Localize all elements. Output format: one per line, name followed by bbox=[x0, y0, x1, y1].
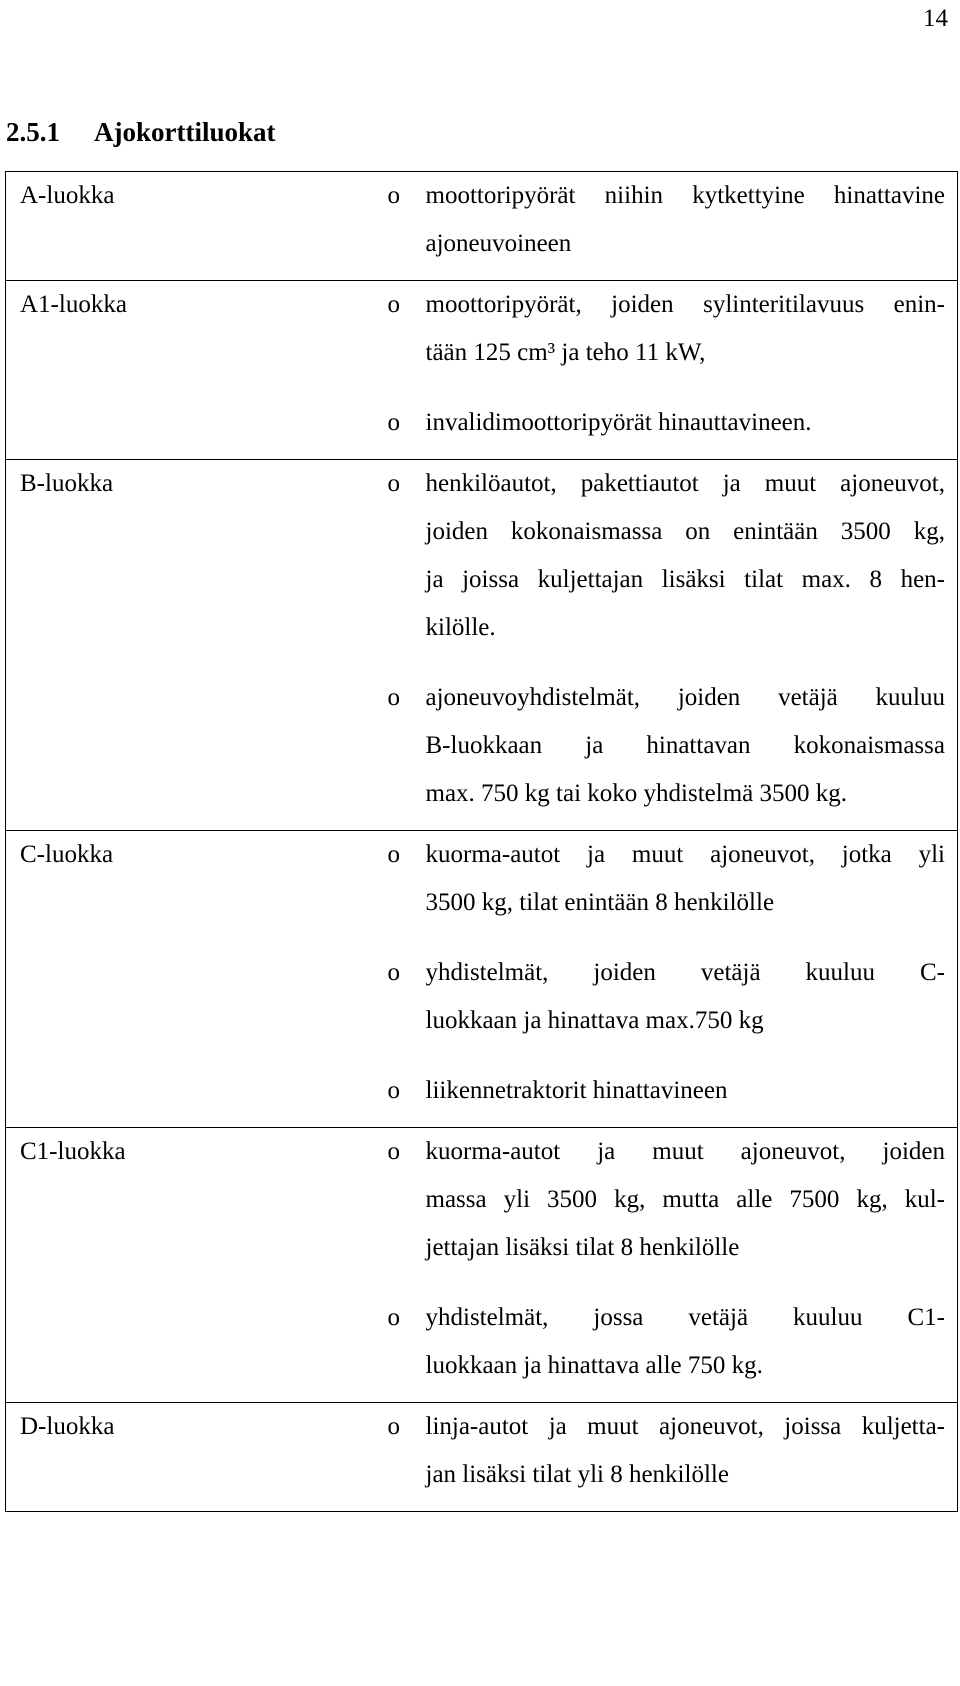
vehicle-list-item bbox=[376, 674, 946, 818]
licence-class-cell bbox=[6, 281, 376, 460]
licence-class-row bbox=[6, 831, 958, 1128]
vehicle-description-line: invalidimoottoripyörät hinauttavineen. bbox=[425, 409, 812, 436]
vehicle-description-line: luokkaan ja hinattava alle 750 kg. bbox=[425, 1352, 763, 1379]
vehicle-list bbox=[376, 460, 958, 818]
vehicle-list bbox=[376, 172, 958, 268]
vehicle-description-line: yhdistelmät, joiden vetäjä kuuluu C- bbox=[425, 959, 945, 986]
vehicle-list bbox=[376, 281, 958, 447]
vehicle-description-line: ja joissa kuljettajan lisäksi tilat max. 8 hen- bbox=[425, 566, 945, 593]
licence-class-cell bbox=[6, 460, 376, 831]
vehicle-description-line: ajoneuvoyhdistelmät, joiden vetäjä kuuluu bbox=[425, 684, 945, 711]
vehicle-description-line: max. 750 kg tai koko yhdistelmä 3500 kg. bbox=[425, 780, 847, 807]
licence-class-cell bbox=[6, 831, 376, 1128]
vehicle-description-line: joiden kokonaismassa on enintään 3500 kg, bbox=[425, 518, 945, 545]
vehicle-list-item bbox=[376, 949, 946, 1045]
bullet-marker: o bbox=[387, 1304, 400, 1331]
vehicle-description-line: kuorma-autot ja muut ajoneuvot, joiden bbox=[425, 1138, 945, 1165]
section-heading bbox=[6, 115, 276, 149]
vehicle-description-line: jan lisäksi tilat yli 8 henkilölle bbox=[425, 1461, 729, 1488]
licence-class-row bbox=[6, 281, 958, 460]
vehicle-list bbox=[376, 831, 958, 1115]
vehicle-description-line: moottoripyörät, joiden sylinteritilavuus enin- bbox=[425, 291, 945, 318]
licence-class-cell bbox=[6, 1128, 376, 1403]
licence-class-name: A-luokka bbox=[20, 182, 115, 209]
vehicle-list bbox=[376, 1403, 958, 1499]
vehicle-list-item bbox=[376, 1128, 946, 1272]
licence-class-table bbox=[5, 171, 958, 1512]
vehicle-description-line: luokkaan ja hinattava max.750 kg bbox=[425, 1007, 764, 1034]
licence-class-name: C1-luokka bbox=[20, 1138, 126, 1165]
vehicle-list-item bbox=[376, 1067, 946, 1115]
vehicle-description-line: tään 125 cm³ ja teho 11 kW, bbox=[425, 339, 706, 366]
licence-class-name: C-luokka bbox=[20, 841, 114, 868]
vehicle-description-line: linja-autot ja muut ajoneuvot, joissa kuljetta- bbox=[425, 1413, 945, 1440]
page-number: 14 bbox=[923, 5, 948, 32]
vehicle-list-item bbox=[376, 460, 946, 652]
licence-class-table-body bbox=[6, 172, 958, 1512]
vehicle-list-item bbox=[376, 172, 946, 268]
licence-class-cell bbox=[6, 1403, 376, 1512]
vehicle-description-line: yhdistelmät, jossa vetäjä kuuluu C1- bbox=[425, 1304, 945, 1331]
vehicle-description-line: kuorma-autot ja muut ajoneuvot, jotka yli bbox=[425, 841, 945, 868]
bullet-marker: o bbox=[387, 470, 400, 497]
bullet-marker: o bbox=[387, 409, 400, 436]
licence-class-row bbox=[6, 1128, 958, 1403]
licence-description-cell bbox=[376, 1128, 958, 1403]
licence-description-cell bbox=[376, 281, 958, 460]
bullet-marker: o bbox=[387, 1138, 400, 1165]
vehicle-list bbox=[376, 1128, 958, 1390]
licence-class-name: D-luokka bbox=[20, 1413, 115, 1440]
licence-class-name: A1-luokka bbox=[20, 291, 127, 318]
vehicle-description-line: henkilöautot, pakettiautot ja muut ajoneuvot, bbox=[425, 470, 945, 497]
bullet-marker: o bbox=[387, 841, 400, 868]
vehicle-description-line: massa yli 3500 kg, mutta alle 7500 kg, kul- bbox=[425, 1186, 945, 1213]
licence-class-row bbox=[6, 460, 958, 831]
bullet-marker: o bbox=[387, 182, 400, 209]
licence-class-name: B-luokka bbox=[20, 470, 114, 497]
bullet-marker: o bbox=[387, 959, 400, 986]
vehicle-description-line: liikennetraktorit hinattavineen bbox=[425, 1077, 728, 1104]
vehicle-description-line: kilölle. bbox=[425, 614, 496, 641]
vehicle-list-item bbox=[376, 281, 946, 377]
vehicle-list-item bbox=[376, 831, 946, 927]
vehicle-description-line: ajoneuvoineen bbox=[425, 230, 572, 257]
licence-description-cell bbox=[376, 172, 958, 281]
vehicle-description-line: jettajan lisäksi tilat 8 henkilölle bbox=[425, 1234, 740, 1261]
bullet-marker: o bbox=[387, 291, 400, 318]
licence-description-cell bbox=[376, 1403, 958, 1512]
vehicle-description-line: 3500 kg, tilat enintään 8 henkilölle bbox=[425, 889, 775, 916]
licence-description-cell bbox=[376, 831, 958, 1128]
vehicle-description-line: moottoripyörät niihin kytkettyine hinattavine bbox=[425, 182, 945, 209]
bullet-marker: o bbox=[387, 1413, 400, 1440]
licence-class-row bbox=[6, 172, 958, 281]
bullet-marker: o bbox=[387, 684, 400, 711]
vehicle-list-item bbox=[376, 1403, 946, 1499]
licence-class-row bbox=[6, 1403, 958, 1512]
vehicle-list-item bbox=[376, 1294, 946, 1390]
section-number: 2.5.1 bbox=[6, 117, 60, 147]
vehicle-description-line: B-luokkaan ja hinattavan kokonaismassa bbox=[425, 732, 945, 759]
licence-description-cell bbox=[376, 460, 958, 831]
vehicle-list-item bbox=[376, 399, 946, 447]
bullet-marker: o bbox=[387, 1077, 400, 1104]
licence-class-cell bbox=[6, 172, 376, 281]
section-title: Ajokorttiluokat bbox=[94, 117, 276, 147]
